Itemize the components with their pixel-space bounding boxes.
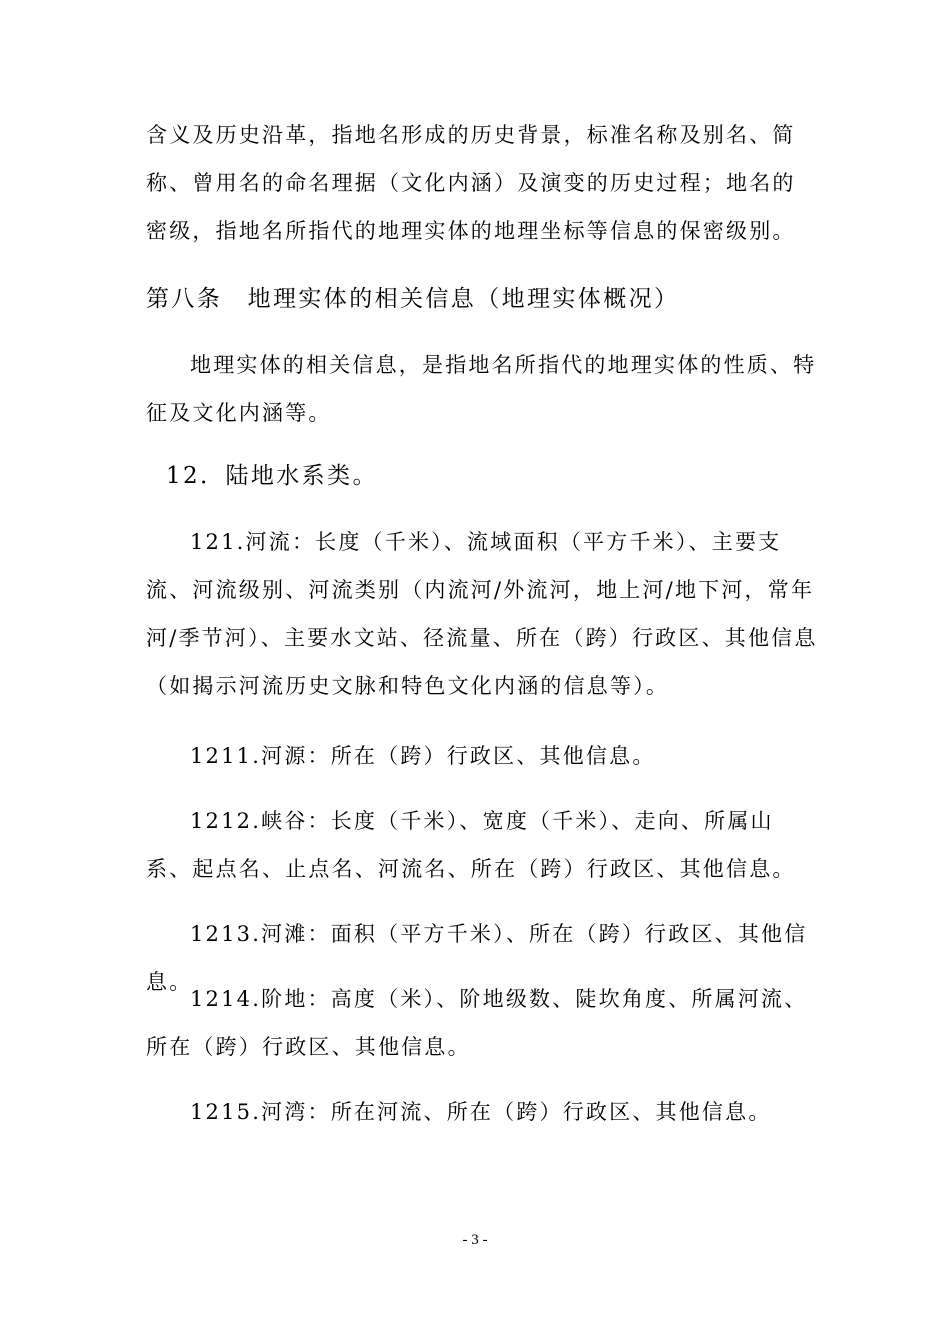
item-1214-terrace: 1214.阶地：高度（米）、阶地级数、陡坎角度、所属河流、所在（跨）行政区、其他信息。 [146, 987, 808, 1059]
section-12-heading: 12．陆地水系类。 [166, 463, 378, 489]
item-121-river: 121.河流：长度（千米）、流域面积（平方千米）、主要支流、河流级别、河流类别（内流河/外流河，地上河/地下河，常年河/季节河）、主要水文站、径流量、所在（跨）行政区、其他信息（如揭示河流历史文脉和特色文化内涵的信息等）。 [146, 530, 818, 698]
item-1215-river-bend: 1215.河湾：所在河流、所在（跨）行政区、其他信息。 [190, 1100, 772, 1124]
intro-paragraph: 含义及历史沿革，指地名形成的历史背景，标准名称及别名、简称、曾用名的命名理据（文化内涵）及演变的历史过程；地名的密级，指地名所指代的地理实体的地理坐标等信息的保密级别。 [146, 123, 796, 243]
item-1212-canyon: 1212.峡谷：长度（千米）、宽度（千米）、走向、所属山系、起点名、止点名、河流名、所在（跨）行政区、其他信息。 [146, 809, 796, 881]
article-8-heading: 第八条 地理实体的相关信息（地理实体概况） [146, 286, 680, 312]
article-8-body: 地理实体的相关信息，是指地名所指代的地理实体的性质、特征及文化内涵等。 [146, 353, 817, 425]
item-1211-river-source: 1211.河源：所在（跨）行政区、其他信息。 [190, 744, 656, 768]
item-1213-river-beach: 1213.河滩：面积（平方千米）、所在（跨）行政区、其他信息。 [146, 922, 808, 994]
page-number: - 3 - [462, 1232, 488, 1248]
